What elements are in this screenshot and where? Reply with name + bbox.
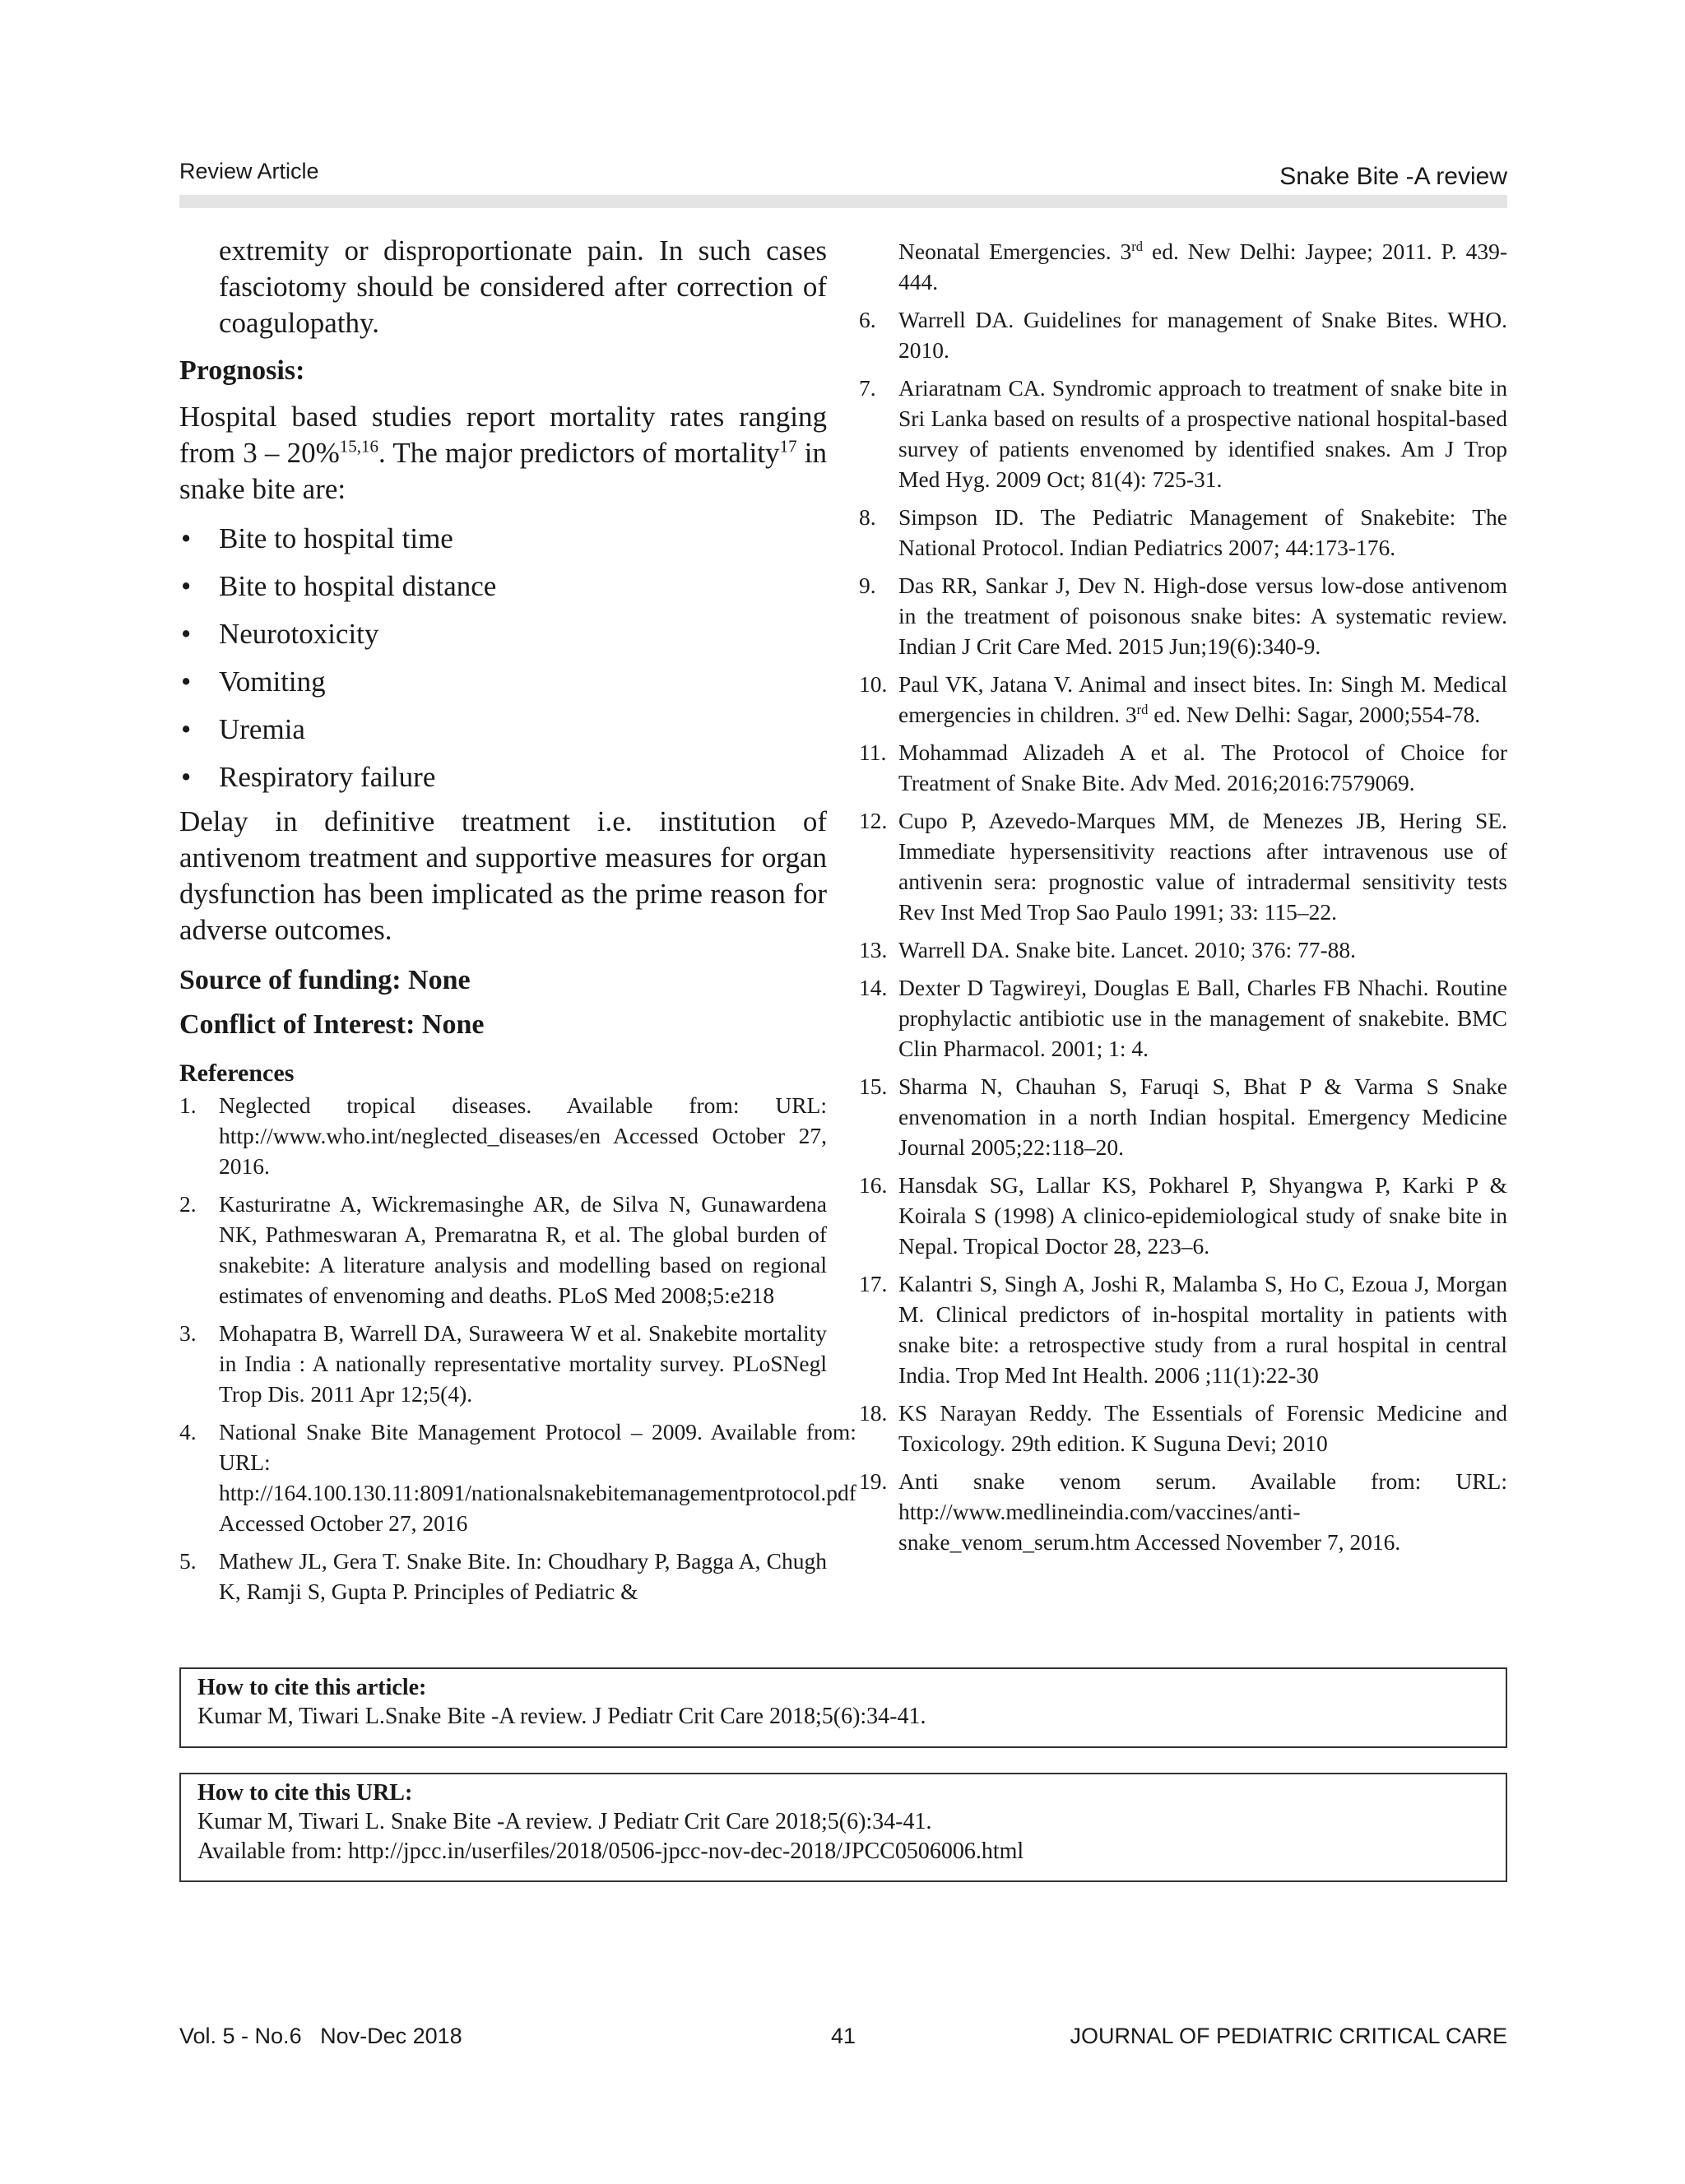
cite-url-text: Kumar M, Tiwari L. Snake Bite -A review. J Pediatr Crit Care 2018;5(6):34-41. <box>197 1809 932 1834</box>
header-divider-bar <box>179 195 1507 208</box>
conflict-statement: Conflict of Interest: None <box>179 1009 485 1040</box>
right-column <box>859 236 1507 1565</box>
reference-item: 2. Kasturiratne A, Wickremasinghe AR, de Silva N, Gunawardena NK, Pathmeswaran A, Premaratna R, et al. The global burden of snakebite: A literature analysis and modelling based on regional estimates of envenoming and deaths. PLoS Med 2008;5:e218 <box>179 1191 827 1308</box>
cite-url-link: Available from: http://jpcc.in/userfiles/2018/0506-jpcc-nov-dec-2018/JPCC0506006.html <box>197 1839 1024 1864</box>
cite-url-title: How to cite this URL: <box>197 1780 413 1806</box>
reference-item: 17. Kalantri S, Singh A, Joshi R, Malamba S, Ho C, Ezoua J, Morgan M. Clinical predictors of in-hospital mortality in patients with snake bite: a retrospective study from a rural hospital in central India. Trop Med Int Health. 2006 ;11(1):22-30 <box>859 1271 1507 1388</box>
reference-item: 18. KS Narayan Reddy. The Essentials of Forensic Medicine and Toxicology. 29th edition. K Suguna Devi; 2010 <box>859 1400 1507 1456</box>
footer-volume: Vol. 5 - No.6 Nov-Dec 2018 <box>179 2024 462 2048</box>
reference-item: 1. Neglected tropical diseases. Available from: URL: http://www.who.int/neglected_diseases/en Accessed October 27, 2016. <box>179 1092 827 1179</box>
reference-item: 15. Sharma N, Chauhan S, Faruqi S, Bhat P & Varma S Snake envenomation in a north Indian hospital. Emergency Medicine Journal 2005;22:118–20. <box>859 1073 1507 1160</box>
prognosis-text-3: in snake bite are: <box>179 437 827 505</box>
bullet-icon: • <box>181 522 192 554</box>
references-list-right <box>859 236 1507 1557</box>
bullet-icon: • <box>181 713 192 745</box>
cite-article-text: Kumar M, Tiwari L.Snake Bite -A review. J Pediatr Crit Care 2018;5(6):34-41. <box>197 1704 926 1729</box>
cite-article-box <box>179 1667 1507 1748</box>
mortality-predictors-list <box>179 521 827 807</box>
footer-journal-name: JOURNAL OF PEDIATRIC CRITICAL CARE <box>1070 2024 1507 2048</box>
prognosis-citation-1: 15,16 <box>339 436 379 457</box>
reference-item: 12. Cupo P, Azevedo-Marques MM, de Menezes JB, Hering SE. Immediate hypersensitivity reactions after intravenous use of antivenin sera: prognostic value of intradermal sensitivity tests Rev Inst Med Trop Sao Paulo 1991; 33: 115–22. <box>859 808 1507 925</box>
header-running-title: Snake Bite -A review <box>1279 163 1507 190</box>
reference-item: 3. Mohapatra B, Warrell DA, Suraweera W et al. Snakebite mortality in India : A nationally representative mortality survey. PLoSNegl Trop Dis. 2011 Apr 12;5(4). <box>179 1320 827 1407</box>
left-column <box>179 233 856 1614</box>
list-item: • Bite to hospital time <box>179 521 827 568</box>
prognosis-citation-2: 17 <box>779 436 797 457</box>
references-list-left <box>179 1090 856 1607</box>
prognosis-paragraph <box>179 399 827 508</box>
reference-item: 19. Anti snake venom serum. Available from: URL: http://www.medlineindia.com/vaccines/anti-snake_venom_serum.htm Accessed November 7, 2016. <box>859 1468 1507 1555</box>
bullet-icon: • <box>181 665 192 698</box>
reference-item: 16. Hansdak SG, Lallar KS, Pokharel P, Shyangwa P, Karki P & Koirala S (1998) A clinico-epidemiological study of snake bite in Nepal. Tropical Doctor 28, 223–6. <box>859 1172 1507 1259</box>
footer-page-number: 41 <box>831 2024 856 2048</box>
prognosis-text-2: . The major predictors of mortality <box>378 437 780 469</box>
reference-item: 13. Warrell DA. Snake bite. Lancet. 2010; 376: 77-88. <box>859 937 1357 962</box>
list-item: • Respiratory failure <box>179 759 827 807</box>
prognosis-text-1: Hospital based studies report mortality rates ranging from 3 – 20% <box>179 401 827 469</box>
delay-paragraph: Delay in definitive treatment i.e. institution of antivenom treatment and supportive measures for organ dysfunction has been implicated as the prime reason for adverse outcomes. <box>179 805 827 946</box>
reference-item: 8. Simpson ID. The Pediatric Management of Snakebite: The National Protocol. Indian Pediatrics 2007; 44:173-176. <box>859 504 1507 560</box>
bullet-icon: • <box>181 618 192 650</box>
reference-item-continued: Neonatal Emergencies. 3rd ed. New Delhi: Jaypee; 2011. P. 439-444. <box>898 238 1507 294</box>
cite-article-title: How to cite this article: <box>197 1675 427 1700</box>
list-item: • Uremia <box>179 712 827 759</box>
funding-statement: Source of funding: None <box>179 965 471 995</box>
reference-item: 9. Das RR, Sankar J, Dev N. High-dose versus low-dose antivenom in the treatment of poisonous snake bites: A systematic review. Indian J Crit Care Med. 2015 Jun;19(6):340-9. <box>859 573 1507 659</box>
bullet-icon: • <box>181 570 192 602</box>
reference-item: 14. Dexter D Tagwireyi, Douglas E Ball, Charles FB Nhachi. Routine prophylactic antibiotic use in the management of snakebite. BMC Clin Pharmacol. 2001; 1: 4. <box>859 975 1507 1061</box>
reference-item: 10. Paul VK, Jatana V. Animal and insect bites. In: Singh M. Medical emergencies in children. 3rd ed. New Delhi: Sagar, 2000;554-78. <box>859 671 1507 727</box>
reference-item: 6. Warrell DA. Guidelines for management of Snake Bites. WHO. 2010. <box>859 307 1507 363</box>
cite-url-box <box>179 1773 1507 1882</box>
reference-item: 11. Mohammad Alizadeh A et al. The Protocol of Choice for Treatment of Snake Bite. Adv Med. 2016;2016:7579069. <box>859 740 1507 795</box>
intro-paragraph: extremity or disproportionate pain. In such cases fasciotomy should be considered after correction of coagulopathy. <box>219 234 827 339</box>
list-item: • Bite to hospital distance <box>179 568 827 616</box>
prognosis-heading: Prognosis: <box>179 355 305 386</box>
list-item: • Neurotoxicity <box>179 616 827 664</box>
references-heading: References <box>179 1060 295 1087</box>
reference-item: 5. Mathew JL, Gera T. Snake Bite. In: Choudhary P, Bagga A, Chugh K, Ramji S, Gupta P. Principles of Pediatric & <box>179 1548 827 1604</box>
bullet-icon: • <box>181 761 192 793</box>
reference-item: 7. Ariaratnam CA. Syndromic approach to treatment of snake bite in Sri Lanka based on results of a prospective national hospital-based survey of patients envenomed by identified snakes. Am J Trop Med Hyg. 2009 Oct; 81(4): 725-31. <box>859 375 1507 492</box>
header-article-type: Review Article <box>179 159 319 183</box>
reference-item: 4. National Snake Bite Management Protocol – 2009. Available from: URL: http://164.100.130.11:8091/nationalsnakebitemanagementprotocol.pdf Accessed October 27, 2016 <box>179 1419 856 1536</box>
list-item: • Vomiting <box>179 664 827 712</box>
